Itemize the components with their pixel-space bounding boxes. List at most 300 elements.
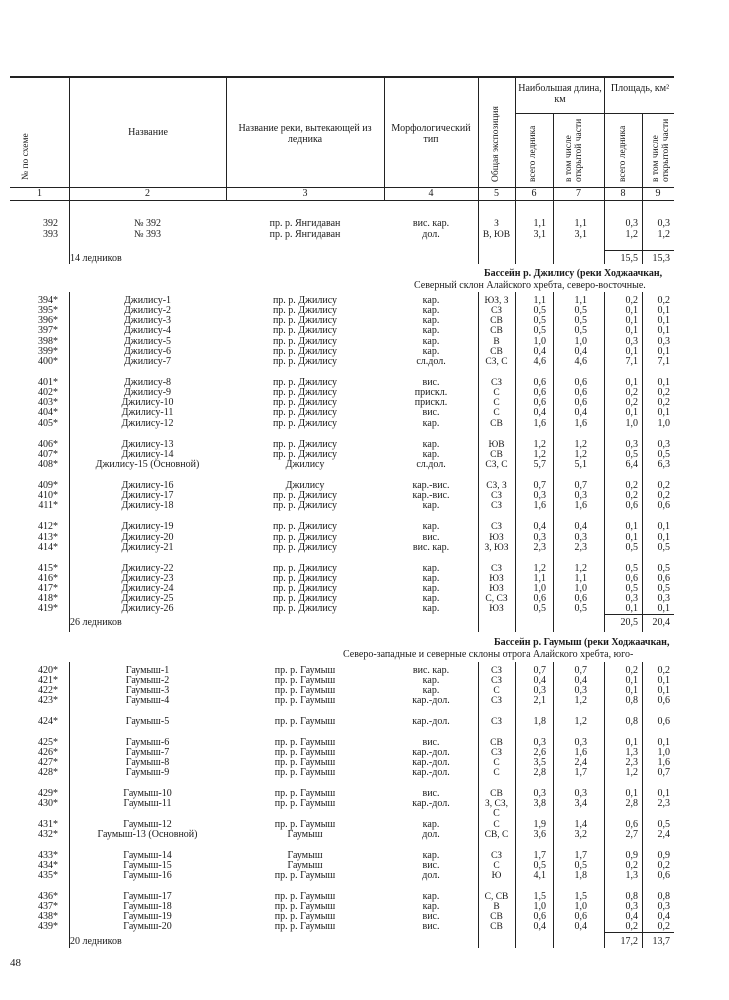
glacier-name: Джилису-4 xyxy=(123,325,172,336)
col-divider xyxy=(69,77,70,200)
morph-type: кар. xyxy=(422,315,440,326)
area-open: 0,2 xyxy=(657,397,670,408)
length-open: 1,2 xyxy=(574,695,587,706)
col-divider xyxy=(604,77,605,200)
row-number: 437* xyxy=(38,901,58,912)
river-name: пр. р. Джилису xyxy=(272,449,338,460)
col-divider xyxy=(478,77,479,200)
row-number: 422* xyxy=(38,685,58,696)
col-divider xyxy=(226,77,227,200)
area-total: 0,6 xyxy=(625,573,638,584)
glacier-name: Джилису-19 xyxy=(121,521,174,532)
area-total: 1,0 xyxy=(625,418,638,429)
row-number: 415* xyxy=(38,563,58,574)
col-divider xyxy=(553,114,554,200)
length-open: 1,1 xyxy=(574,573,587,584)
river-name: Гаумыш xyxy=(287,860,323,871)
exposition: ЮЗ xyxy=(489,604,504,614)
row-number: 402* xyxy=(38,387,58,398)
length-total: 0,3 xyxy=(533,788,546,799)
total-count: 20 ледников xyxy=(70,936,122,947)
subtotal-rule xyxy=(604,614,674,615)
header-area-group: Площадь, км² xyxy=(610,83,670,94)
morph-type: кар.-дол. xyxy=(412,695,450,706)
length-total: 0,7 xyxy=(533,665,546,676)
exposition: ЮВ xyxy=(488,440,505,450)
length-total: 0,6 xyxy=(533,387,546,398)
exposition: С xyxy=(493,820,500,830)
glacier-name: Джилису-6 xyxy=(123,346,172,357)
section-title: Бассейн р. Джилису (реки Ходжаачкан, xyxy=(484,268,663,279)
exposition: СЗ xyxy=(490,378,503,388)
area-open: 0,2 xyxy=(657,480,670,491)
area-open: 0,2 xyxy=(657,860,670,871)
area-total: 0,2 xyxy=(625,295,638,306)
length-open: 1,7 xyxy=(574,850,587,861)
area-total: 0,1 xyxy=(625,788,638,799)
morph-type: вис. кар. xyxy=(412,665,450,676)
exposition: С xyxy=(493,861,500,871)
area-open: 0,3 xyxy=(657,901,670,912)
header-length-open: в том числе открытой части xyxy=(564,118,584,182)
area-total: 0,2 xyxy=(625,665,638,676)
glacier-name: Гаумыш-9 xyxy=(125,767,170,778)
area-total: 0,1 xyxy=(625,675,638,686)
row-number: 424* xyxy=(38,716,58,727)
glacier-name: Гаумыш-2 xyxy=(125,675,170,686)
exposition: СВ xyxy=(490,326,503,336)
river-name: пр. р. Гаумыш xyxy=(274,716,336,727)
area-open: 0,6 xyxy=(657,716,670,727)
river-name: пр. р. Гаумыш xyxy=(274,757,336,768)
exposition: СВ xyxy=(490,738,503,748)
row-number: 425* xyxy=(38,737,58,748)
exposition: С xyxy=(493,408,500,418)
section-subtitle: Северный склон Алайского хребта, северо-восточные. xyxy=(414,280,646,291)
length-total: 0,3 xyxy=(533,685,546,696)
length-total: 4,6 xyxy=(533,356,546,367)
page-number: 48 xyxy=(10,957,21,969)
length-total: 3,6 xyxy=(533,829,546,840)
morph-type: кар.-вис. xyxy=(412,490,450,501)
exposition: С, СЗ xyxy=(485,594,508,604)
row-number: 431* xyxy=(38,819,58,830)
total-area-open: 13,7 xyxy=(652,936,670,947)
river-name: пр. р. Джилису xyxy=(272,377,338,388)
col-divider xyxy=(515,77,516,200)
glacier-name: Гаумыш-14 xyxy=(123,850,172,861)
area-open: 0,5 xyxy=(657,563,670,574)
length-total: 0,7 xyxy=(533,480,546,491)
area-open: 0,5 xyxy=(657,819,670,830)
glacier-name: Джилису-17 xyxy=(121,490,174,501)
area-total: 0,1 xyxy=(625,315,638,326)
exposition: СВ, С xyxy=(484,830,509,840)
glacier-name: Гаумыш-8 xyxy=(125,757,170,768)
exposition: СЗ xyxy=(490,748,503,758)
length-open: 0,6 xyxy=(574,593,587,604)
row-number: 396* xyxy=(38,315,58,326)
area-total: 0,1 xyxy=(625,521,638,532)
morph-type: кар.-дол. xyxy=(412,716,450,727)
length-open: 0,5 xyxy=(574,305,587,316)
area-open: 0,1 xyxy=(657,325,670,336)
row-number: 429* xyxy=(38,788,58,799)
row-number: 405* xyxy=(38,418,58,429)
col-num: 1 xyxy=(37,188,42,199)
area-open: 0,3 xyxy=(657,336,670,347)
area-total: 1,2 xyxy=(625,229,638,240)
exposition: СЗ xyxy=(490,851,503,861)
length-open: 1,2 xyxy=(574,439,587,450)
area-open: 0,1 xyxy=(657,407,670,418)
exposition: СЗ xyxy=(490,676,503,686)
length-open: 0,7 xyxy=(574,665,587,676)
morph-type: кар. xyxy=(422,573,440,584)
glacier-name: Гаумыш-6 xyxy=(125,737,170,748)
length-total: 0,6 xyxy=(533,911,546,922)
river-name: пр. р. Гаумыш xyxy=(274,665,336,676)
length-open: 0,3 xyxy=(574,490,587,501)
row-number: 419* xyxy=(38,603,58,614)
length-open: 1,4 xyxy=(574,819,587,830)
glacier-name: Джилису-10 xyxy=(121,397,174,408)
area-open: 0,5 xyxy=(657,542,670,553)
area-total: 0,5 xyxy=(625,583,638,594)
glacier-name: Джилису-2 xyxy=(123,305,172,316)
length-open: 0,4 xyxy=(574,346,587,357)
glacier-name: Джилису-9 xyxy=(123,387,172,398)
river-name: пр. р. Джилису xyxy=(272,500,338,511)
morph-type: вис. кар. xyxy=(412,218,450,229)
length-open: 0,4 xyxy=(574,521,587,532)
col-num: 2 xyxy=(145,188,150,199)
length-open: 1,2 xyxy=(574,563,587,574)
glacier-name: Гаумыш-16 xyxy=(123,870,172,881)
length-total: 1,0 xyxy=(533,583,546,594)
length-total: 2,3 xyxy=(533,542,546,553)
river-name: пр. р. Гаумыш xyxy=(274,921,336,932)
glacier-name: Гаумыш-12 xyxy=(123,819,172,830)
glacier-name: Джилису-23 xyxy=(121,573,174,584)
exposition: З xyxy=(494,219,499,229)
area-open: 7,1 xyxy=(657,356,670,367)
glacier-name: Джилису-20 xyxy=(121,532,174,543)
morph-type: кар. xyxy=(422,603,440,614)
length-total: 0,3 xyxy=(533,532,546,543)
col-num: 4 xyxy=(428,188,434,199)
length-open: 1,7 xyxy=(574,767,587,778)
river-name: пр. р. Джилису xyxy=(272,325,338,336)
exposition: СВ xyxy=(490,789,503,799)
length-open: 0,4 xyxy=(574,675,587,686)
length-total: 0,3 xyxy=(533,490,546,501)
morph-type: вис. кар. xyxy=(412,542,450,553)
length-total: 1,8 xyxy=(533,716,546,727)
length-open: 1,6 xyxy=(574,500,587,511)
morph-type: дол. xyxy=(422,829,440,840)
area-open: 1,6 xyxy=(657,757,670,768)
length-open: 0,3 xyxy=(574,685,587,696)
morph-type: вис. xyxy=(422,532,440,543)
river-name: пр. р. Гаумыш xyxy=(274,891,336,902)
glacier-name: Джилису-26 xyxy=(121,603,174,614)
exposition: СЗ xyxy=(490,717,503,727)
glacier-name: Гаумыш-11 xyxy=(123,798,172,809)
glacier-name: Гаумыш-1 xyxy=(125,665,170,676)
area-total: 0,6 xyxy=(625,819,638,830)
glacier-name: Джилису-1 xyxy=(123,295,172,306)
length-total: 1,0 xyxy=(533,901,546,912)
total-area: 17,2 xyxy=(620,936,638,947)
area-total: 0,3 xyxy=(625,218,638,229)
morph-type: кар. xyxy=(422,346,440,357)
area-total: 0,4 xyxy=(625,911,638,922)
length-total: 1,2 xyxy=(533,563,546,574)
area-open: 0,6 xyxy=(657,500,670,511)
river-name: пр. р. Джилису xyxy=(272,593,338,604)
length-open: 2,4 xyxy=(574,757,587,768)
morph-type: сл.дол. xyxy=(416,356,446,367)
area-total: 0,8 xyxy=(625,716,638,727)
header-group-rule xyxy=(515,113,674,114)
area-total: 0,1 xyxy=(625,325,638,336)
area-open: 0,6 xyxy=(657,573,670,584)
exposition: ЮЗ xyxy=(489,574,504,584)
glacier-name: Гаумыш-5 xyxy=(125,716,170,727)
exposition: СВ xyxy=(490,912,503,922)
length-total: 0,4 xyxy=(533,675,546,686)
area-open: 2,4 xyxy=(657,829,670,840)
exposition: ЮЗ, З xyxy=(484,296,509,306)
length-open: 1,0 xyxy=(574,336,587,347)
col-num: 3 xyxy=(302,188,308,199)
length-open: 3,1 xyxy=(574,229,587,240)
exposition: С xyxy=(493,388,500,398)
length-total: 1,6 xyxy=(533,418,546,429)
morph-type: дол. xyxy=(422,870,440,881)
length-open: 0,4 xyxy=(574,407,587,418)
morph-type: кар. xyxy=(422,583,440,594)
col-num: 9 xyxy=(655,188,661,199)
length-total: 0,5 xyxy=(533,603,546,614)
glacier-name: Джилису-21 xyxy=(121,542,174,553)
area-total: 0,1 xyxy=(625,377,638,388)
river-name: пр. р. Гаумыш xyxy=(274,901,336,912)
exposition: З, СЗ, xyxy=(485,799,508,809)
length-open: 2,3 xyxy=(574,542,587,553)
river-name: Гаумыш xyxy=(287,829,323,840)
length-open: 0,5 xyxy=(574,603,587,614)
row-number: 417* xyxy=(38,583,58,594)
area-open: 0,2 xyxy=(657,295,670,306)
row-number: 408* xyxy=(38,459,58,470)
morph-type: кар. xyxy=(422,819,440,830)
glacier-name: Гаумыш-7 xyxy=(125,747,170,758)
row-number: 411* xyxy=(38,500,58,511)
river-name: Джилису xyxy=(285,459,325,470)
glacier-name: Джилису-13 xyxy=(121,439,174,450)
area-total: 0,1 xyxy=(625,407,638,418)
morph-type: кар.-вис. xyxy=(412,480,450,491)
exposition: СЗ xyxy=(490,491,503,501)
length-open: 5,1 xyxy=(574,459,587,470)
length-open: 0,5 xyxy=(574,315,587,326)
exposition: СЗ xyxy=(490,666,503,676)
area-open: 0,1 xyxy=(657,305,670,316)
col-divider xyxy=(384,77,385,200)
area-total: 0,8 xyxy=(625,695,638,706)
header-length-group: Наибольшая длина, км xyxy=(518,83,602,105)
area-open: 0,8 xyxy=(657,891,670,902)
length-open: 3,4 xyxy=(574,798,587,809)
row-number: 426* xyxy=(38,747,58,758)
row-number: 432* xyxy=(38,829,58,840)
row-number: 414* xyxy=(38,542,58,553)
glacier-name: Джилису-15 (Основной) xyxy=(95,459,200,470)
area-total: 0,3 xyxy=(625,439,638,450)
river-name: пр. р. Джилису xyxy=(272,532,338,543)
row-number: 407* xyxy=(38,449,58,460)
river-name: пр. р. Гаумыш xyxy=(274,788,336,799)
morph-type: прискл. xyxy=(414,387,448,398)
river-name: пр. р. Джилису xyxy=(272,295,338,306)
area-open: 0,1 xyxy=(657,315,670,326)
morph-type: кар. xyxy=(422,295,440,306)
river-name: пр. р. Джилису xyxy=(272,315,338,326)
exposition: С xyxy=(493,768,500,778)
area-total: 0,5 xyxy=(625,542,638,553)
river-name: пр. р. Гаумыш xyxy=(274,819,336,830)
length-open: 1,6 xyxy=(574,418,587,429)
area-open: 0,1 xyxy=(657,346,670,357)
length-total: 1,5 xyxy=(533,891,546,902)
river-name: пр. р. Джилису xyxy=(272,336,338,347)
length-total: 0,4 xyxy=(533,407,546,418)
area-total: 0,1 xyxy=(625,603,638,614)
header-length-total: всего ледника xyxy=(528,125,538,182)
glacier-name: Джилису-24 xyxy=(121,583,174,594)
length-open: 1,1 xyxy=(574,295,587,306)
area-total: 0,3 xyxy=(625,593,638,604)
river-name: пр. р. Джилису xyxy=(272,542,338,553)
area-open: 0,1 xyxy=(657,377,670,388)
river-name: пр. р. Джилису xyxy=(272,397,338,408)
length-open: 1,6 xyxy=(574,747,587,758)
glacier-name: Гаумыш-3 xyxy=(125,685,170,696)
morph-type: кар. xyxy=(422,901,440,912)
total-area: 20,5 xyxy=(620,617,638,628)
morph-type: кар. xyxy=(422,449,440,460)
morph-type: кар. xyxy=(422,675,440,686)
number-row-rule xyxy=(10,200,674,201)
river-name: пр. р. Джилису xyxy=(272,418,338,429)
length-total: 0,3 xyxy=(533,737,546,748)
header-area-open: в том числе открытой части xyxy=(651,118,671,182)
morph-type: кар. xyxy=(422,439,440,450)
river-name: пр. р. Гаумыш xyxy=(274,675,336,686)
area-total: 0,3 xyxy=(625,336,638,347)
exposition: СЗ, С xyxy=(485,460,508,470)
area-total: 0,2 xyxy=(625,490,638,501)
glacier-name: Гаумыш-17 xyxy=(123,891,172,902)
morph-type: кар. xyxy=(422,500,440,511)
length-open: 4,6 xyxy=(574,356,587,367)
morph-type: вис. xyxy=(422,788,440,799)
exposition: СВ xyxy=(490,316,503,326)
header-river: Название реки, вытекающей из ледника xyxy=(238,123,372,145)
length-open: 1,0 xyxy=(574,583,587,594)
area-total: 0,2 xyxy=(625,397,638,408)
exposition-continuation: С xyxy=(493,808,500,819)
glacier-name: Гаумыш-19 xyxy=(123,911,172,922)
row-number: 392 xyxy=(43,218,58,229)
length-total: 3,1 xyxy=(533,229,546,240)
river-name: пр. р. Гаумыш xyxy=(274,695,336,706)
col-num: 6 xyxy=(531,188,537,199)
length-open: 0,6 xyxy=(574,377,587,388)
row-number: 427* xyxy=(38,757,58,768)
morph-type: кар.-дол. xyxy=(412,767,450,778)
row-number: 439* xyxy=(38,921,58,932)
area-open: 0,9 xyxy=(657,850,670,861)
row-number: 428* xyxy=(38,767,58,778)
header-number: № по схеме xyxy=(21,133,31,180)
exposition: СВ xyxy=(490,347,503,357)
river-name: пр. р. Джилису xyxy=(272,603,338,614)
area-open: 0,1 xyxy=(657,737,670,748)
section-title: Бассейн р. Гаумыш (реки Ходжаачкан, xyxy=(494,637,670,648)
area-open: 0,3 xyxy=(657,593,670,604)
glacier-name: Джилису-16 xyxy=(121,480,174,491)
length-open: 0,3 xyxy=(574,788,587,799)
river-name: пр. р. Джилису xyxy=(272,356,338,367)
exposition: В xyxy=(493,902,500,912)
area-open: 2,3 xyxy=(657,798,670,809)
subtotal-rule xyxy=(604,932,674,933)
morph-type: вис. xyxy=(422,911,440,922)
length-open: 0,3 xyxy=(574,532,587,543)
river-name: пр. р. Джилису xyxy=(272,563,338,574)
glacier-name: Джилису-22 xyxy=(121,563,174,574)
area-open: 0,2 xyxy=(657,921,670,932)
area-total: 0,5 xyxy=(625,563,638,574)
area-open: 0,5 xyxy=(657,583,670,594)
exposition: Ю xyxy=(491,871,502,881)
area-open: 0,3 xyxy=(657,439,670,450)
area-open: 1,2 xyxy=(657,229,670,240)
length-total: 0,5 xyxy=(533,315,546,326)
header-area-total: всего ледника xyxy=(618,125,628,182)
area-open: 0,2 xyxy=(657,490,670,501)
row-number: 434* xyxy=(38,860,58,871)
glacier-name: № 393 xyxy=(133,229,162,240)
area-total: 0,1 xyxy=(625,532,638,543)
length-open: 1,2 xyxy=(574,449,587,460)
morph-type: вис. xyxy=(422,921,440,932)
glacier-name: Гаумыш-4 xyxy=(125,695,170,706)
morph-type: кар.-дол. xyxy=(412,747,450,758)
area-open: 0,2 xyxy=(657,387,670,398)
length-total: 1,0 xyxy=(533,336,546,347)
area-total: 0,1 xyxy=(625,737,638,748)
length-open: 0,6 xyxy=(574,397,587,408)
length-total: 0,5 xyxy=(533,305,546,316)
total-count: 26 ледников xyxy=(70,617,122,628)
length-total: 3,5 xyxy=(533,757,546,768)
row-number: 400* xyxy=(38,356,58,367)
length-total: 1,2 xyxy=(533,439,546,450)
